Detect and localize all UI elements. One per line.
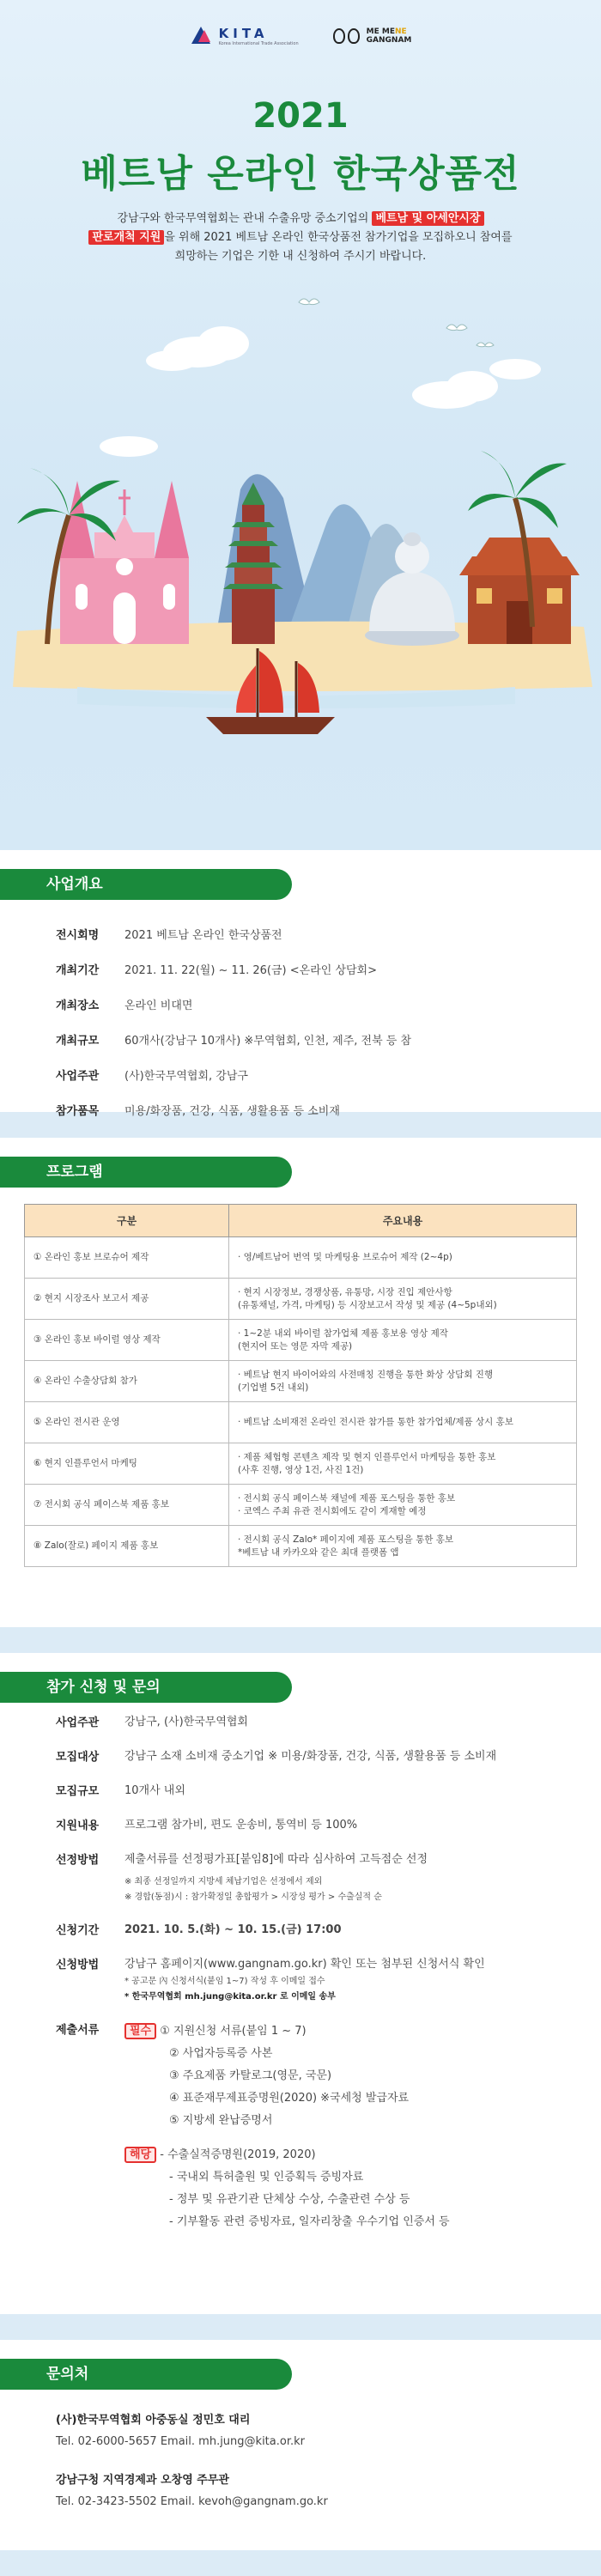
program-name: ① 온라인 홍보 브로슈어 제작: [25, 1237, 229, 1279]
apply-label: 선정방법: [56, 1854, 100, 1867]
apply-note: * 한국무역협회 mh.jung@kita.or.kr 로 이메일 송부: [124, 1992, 336, 2002]
overview-value: (사)한국무역협회, 강남구: [124, 1070, 248, 1083]
apply-heading: 참가 신청 및 문의: [0, 1672, 292, 1703]
program-desc: [229, 1485, 577, 1526]
required-badge: 필수: [124, 2023, 156, 2039]
overview-value: 60개사(강남구 10개사) ※무역협회, 인천, 제주, 전북 등 참: [124, 1035, 412, 1048]
overview-row: [56, 1102, 411, 1118]
overview-section: [0, 850, 601, 1118]
apply-row: [56, 1747, 571, 1766]
apply-row: [56, 1782, 571, 1801]
required-doc: ⑤ 지방세 완납증명서: [169, 2114, 273, 2127]
table-row: [25, 1402, 577, 1443]
apply-row: [56, 1816, 571, 1835]
intro-highlight-1: 베트남 및 아세안시장: [372, 211, 483, 226]
required-doc: ① 지원신청 서류(붙임 1 ~ 7): [160, 2025, 307, 2038]
program-desc-line: · 전시회 공식 Zalo* 페이지에 제품 포스팅을 통한 홍보: [238, 1534, 453, 1545]
intro-text-1: 강남구와 한국무역협회는 관내 수출유망 중소기업의: [117, 212, 369, 225]
program-desc-line: · 1~2분 내외 바이럴 참가업체 제품 홍보용 영상 제작: [238, 1327, 448, 1339]
program-desc-line: (현지어 또는 영문 자막 제공): [238, 1340, 353, 1352]
overview-value: 2021. 11. 22(월) ~ 11. 26(금) <온라인 상담회>: [124, 964, 378, 977]
overview-row: [56, 996, 411, 1012]
apply-note: * 공고문 內 신청서식(붙임 1~7) 작성 후 이메일 접수: [124, 1977, 325, 1986]
apply-value: 10개사 내외: [124, 1784, 185, 1797]
overview-row: [56, 1031, 411, 1048]
overview-value: 2021 베트남 온라인 한국상품전: [124, 929, 282, 942]
apply-row: [56, 2020, 571, 2233]
program-desc: [229, 1361, 577, 1402]
overview-label: 사업주관: [56, 1070, 100, 1083]
optional-badge: 해당: [124, 2147, 156, 2163]
overview-value: 미용/화장품, 건강, 식품, 생활용품 등 소비재: [124, 1105, 340, 1118]
apply-note: ※ 최종 선정일까지 지방세 체납기업은 선정에서 제외: [124, 1877, 323, 1886]
overview-row: [56, 926, 411, 942]
temple-gate-icon: [459, 538, 580, 644]
program-desc: [229, 1402, 577, 1443]
program-desc-line: *베트남 내 카카오와 같은 최대 플랫폼 앱: [238, 1546, 399, 1558]
gangnam-logo-name: GANGNAM: [366, 36, 412, 45]
apply-value: 제출서류를 선정평가표[붙임8]에 따라 심사하여 고득점순 선정: [124, 1853, 428, 1866]
kita-logo: [190, 26, 299, 46]
program-desc: [229, 1443, 577, 1485]
program-desc: [229, 1526, 577, 1567]
kita-mark-icon: [190, 27, 212, 46]
program-name: ④ 온라인 수출상담회 참가: [25, 1361, 229, 1402]
apply-value: 프로그램 참가비, 편도 운송비, 통역비 등 100%: [124, 1819, 358, 1832]
required-doc: ④ 표준재무제표증명원(2020) ※국세청 발급자료: [169, 2092, 410, 2105]
intro-text-2: 을 위해 2021 베트남 온라인 한국상품전 참가기업을 모집하오니 참여를: [164, 231, 513, 244]
program-name: ⑥ 현지 인플루언서 마케팅: [25, 1443, 229, 1485]
gangnam-logo: [333, 27, 412, 45]
apply-label: 지원내용: [56, 1820, 100, 1832]
apply-value: 강남구, (사)한국무역협회: [124, 1716, 248, 1728]
contact-tel: Tel. 02-6000-5657 Email. mh.jung@kita.or.kr: [56, 2435, 305, 2448]
program-desc: [229, 1279, 577, 1320]
overview-list: [56, 926, 411, 1137]
optional-doc: - 수출실적증명원(2019, 2020): [160, 2148, 316, 2161]
overview-label: 개최규모: [56, 1035, 100, 1048]
contact-heading: 문의처: [0, 2359, 292, 2390]
program-desc: [229, 1320, 577, 1361]
intro-highlight-2: 판로개척 지원: [88, 230, 164, 245]
overview-value: 온라인 비대면: [124, 999, 193, 1012]
vietnam-landmarks-illustration: [0, 283, 601, 833]
kita-logo-sub: Korea International Trade Association: [218, 41, 299, 46]
gangnam-mark-icon: [333, 28, 360, 44]
program-table: [24, 1204, 577, 1567]
logo-bar: [0, 26, 601, 46]
program-section: [0, 1138, 601, 1627]
apply-label: 신청기간: [56, 1924, 100, 1937]
table-row: [25, 1526, 577, 1567]
apply-period: 2021. 10. 5.(화) ~ 10. 15.(금) 17:00: [124, 1923, 342, 1936]
kita-logo-text: KITA: [218, 26, 269, 41]
optional-doc: - 국내외 특허출원 및 인증획득 증빙자료: [169, 2171, 364, 2184]
program-desc-line: · 영/베트남어 번역 및 마케팅용 브로슈어 제작 (2~4p): [238, 1252, 452, 1262]
apply-note: ※ 경합(동점)시 : 참가확정일 총합평가 > 시장성 평가 > 수출실적 순: [124, 1893, 382, 1902]
cloud-icon: [100, 326, 541, 457]
program-desc-line: · 베트남 소비재전 온라인 전시관 참가를 통한 참가업체/제품 상시 홍보: [238, 1417, 513, 1427]
overview-label: 개최기간: [56, 964, 100, 977]
contact-tel: Tel. 02-3423-5502 Email. kevoh@gangnam.go.kr: [56, 2495, 328, 2508]
seagull-icon: [299, 299, 494, 347]
apply-label: 제출서류: [56, 2024, 100, 2037]
program-name: ⑦ 전시회 공식 페이스북 제품 홍보: [25, 1485, 229, 1526]
apply-label: 사업주관: [56, 1716, 100, 1729]
apply-row: [56, 1921, 571, 1940]
cathedral-icon: [60, 481, 189, 644]
contact-section: [0, 2340, 601, 2550]
overview-label: 개최장소: [56, 999, 100, 1012]
gangnam-logo-text: ME ME: [366, 27, 395, 36]
table-row: [25, 1237, 577, 1279]
apply-value: 강남구 홈페이지(www.gangnam.go.kr) 확인 또는 첨부된 신청서식 확인: [124, 1958, 485, 1971]
apply-label: 모집규모: [56, 1785, 100, 1798]
program-desc-line: (사후 진행, 영상 1건, 사진 1건): [238, 1464, 364, 1475]
table-row: [25, 1279, 577, 1320]
program-name: ⑤ 온라인 전시관 운영: [25, 1402, 229, 1443]
program-col-header: 주요내용: [229, 1205, 577, 1237]
program-desc-line: · 베트남 현지 바이어와의 사전매칭 진행을 통한 화상 상담회 진행: [238, 1369, 494, 1380]
program-desc-line: (유통채널, 가격, 마케팅) 등 시장보고서 작성 및 제공 (4~5p내외): [238, 1299, 497, 1310]
optional-doc: - 정부 및 유관기관 단체상 수상, 수출관련 수상 등: [169, 2193, 410, 2206]
program-desc: [229, 1237, 577, 1279]
apply-row: [56, 1850, 571, 1905]
program-name: ③ 온라인 홍보 바이럴 영상 제작: [25, 1320, 229, 1361]
program-desc-line: · 코엑스 주최 유관 전시회에도 같이 게재할 예정: [238, 1505, 427, 1516]
apply-label: 모집대상: [56, 1751, 100, 1764]
program-desc-line: (기업별 5건 내외): [238, 1382, 309, 1393]
program-desc-line: · 현지 시장정보, 경쟁상품, 유통망, 시장 진입 제안사항: [238, 1286, 452, 1297]
hero-title: 베트남 온라인 한국상품전: [81, 152, 520, 196]
gangnam-logo-highlight: NE: [394, 27, 407, 36]
contact-org: (사)한국무역협회 아중동실 정민호 대리: [56, 2414, 251, 2427]
apply-row: [56, 1713, 571, 1732]
overview-label: 참가품목: [56, 1105, 100, 1118]
overview-row: [56, 961, 411, 977]
required-doc: ③ 주요제품 카탈로그(영문, 국문): [169, 2069, 332, 2082]
overview-heading: 사업개요: [0, 869, 292, 900]
program-name: ⑧ Zalo(잘로) 페이지 제품 홍보: [25, 1526, 229, 1567]
program-col-header: 구분: [25, 1205, 229, 1237]
overview-row: [56, 1066, 411, 1083]
program-desc-line: · 제품 체험형 콘텐츠 제작 및 현지 인플루언서 마케팅을 통한 홍보: [238, 1451, 496, 1462]
program-desc-line: · 전시회 공식 페이스북 채널에 제품 포스팅을 통한 홍보: [238, 1492, 456, 1504]
program-name: ② 현지 시장조사 보고서 제공: [25, 1279, 229, 1320]
table-row: [25, 1485, 577, 1526]
table-row: [25, 1443, 577, 1485]
program-heading: 프로그램: [0, 1157, 292, 1188]
apply-label: 신청방법: [56, 1959, 100, 1971]
contact-org: 강남구청 지역경제과 오창영 주무관: [56, 2474, 229, 2487]
table-row: [25, 1320, 577, 1361]
optional-doc: - 기부활동 관련 증빙자료, 일자리창출 우수기업 인증서 등: [169, 2215, 450, 2228]
table-row: [25, 1361, 577, 1402]
apply-list: [56, 1713, 571, 2249]
hero-year: 2021: [252, 96, 349, 136]
hero-banner: [0, 0, 601, 850]
apply-section: [0, 1653, 601, 2314]
overview-label: 전시회명: [56, 929, 100, 942]
apply-row: [56, 1955, 571, 2005]
apply-value: 강남구 소재 소비재 중소기업 ※ 미용/화장품, 건강, 식품, 생활용품 등 소비재: [124, 1750, 497, 1763]
hero-intro: [77, 210, 524, 266]
required-doc: ② 사업자등록증 사본: [169, 2047, 273, 2060]
intro-text-3: 희망하는 기업은 기한 내 신청하여 주시기 바랍니다.: [174, 250, 427, 263]
